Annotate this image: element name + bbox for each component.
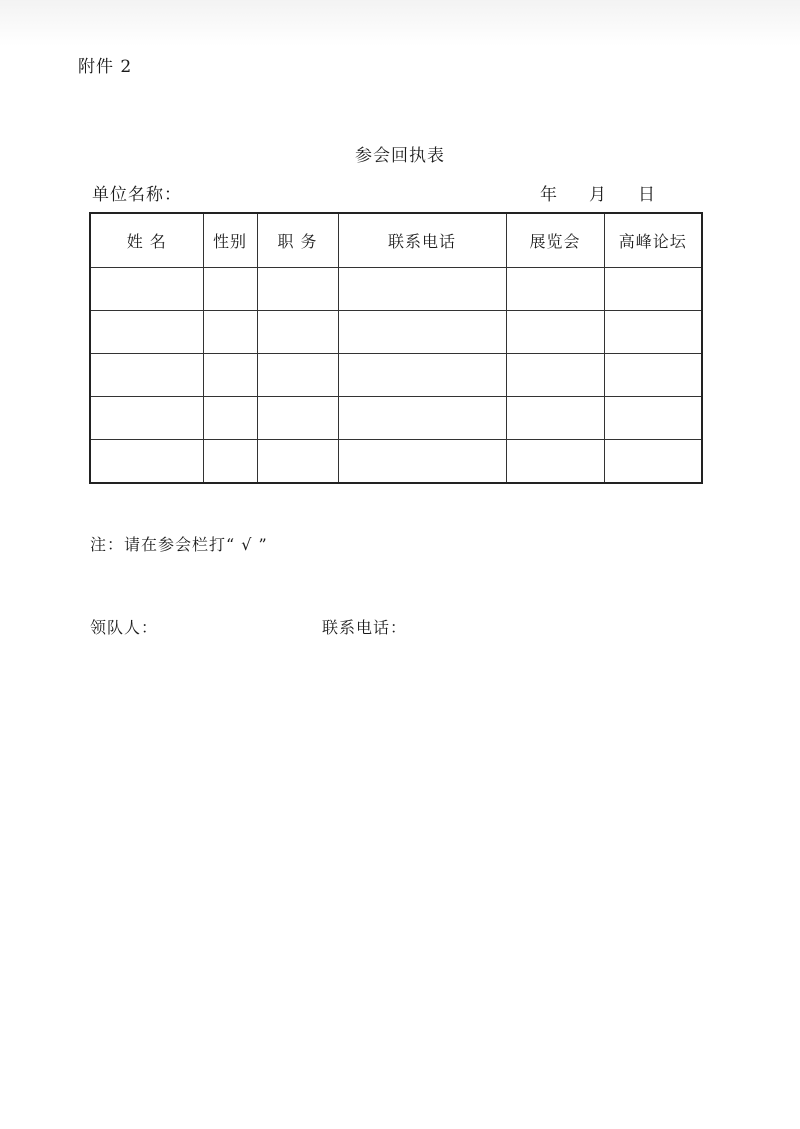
table-cell: [338, 354, 506, 397]
column-header-position: 职 务: [257, 213, 338, 268]
table-cell: [338, 397, 506, 440]
table-body: [90, 268, 702, 484]
unit-name-label: 单位名称：: [92, 185, 182, 205]
table-cell: [203, 354, 257, 397]
table-cell: [338, 268, 506, 311]
table-cell: [604, 397, 702, 440]
table-cell: [203, 440, 257, 484]
table-cell: [90, 354, 203, 397]
table-cell: [604, 311, 702, 354]
table-cell: [203, 397, 257, 440]
column-header-name: 姓 名: [90, 213, 203, 268]
scan-shadow: [0, 0, 800, 46]
table-cell: [257, 397, 338, 440]
table-cell: [506, 440, 604, 484]
table-cell: [604, 354, 702, 397]
table-cell: [90, 268, 203, 311]
table-row: [90, 440, 702, 484]
reply-table: [89, 212, 703, 484]
table-row: [90, 311, 702, 354]
day-label: 日: [638, 185, 655, 205]
table-cell: [203, 268, 257, 311]
column-header-exhibition: 展览会: [506, 213, 604, 268]
table-row: [90, 354, 702, 397]
column-header-summit-forum: 高峰论坛: [604, 213, 702, 268]
table-cell: [506, 397, 604, 440]
table-cell: [257, 311, 338, 354]
table-cell: [506, 268, 604, 311]
team-leader-label: 领队人：: [90, 618, 159, 637]
table-cell: [338, 311, 506, 354]
month-label: 月: [589, 185, 606, 205]
page-title: 参会回执表: [355, 146, 445, 166]
contact-phone-label: 联系电话：: [322, 618, 408, 637]
column-header-gender: 性别: [203, 213, 257, 268]
table-cell: [90, 311, 203, 354]
table-cell: [604, 440, 702, 484]
table-cell: [257, 440, 338, 484]
table-row: [90, 397, 702, 440]
table-row: [90, 268, 702, 311]
table-cell: [338, 440, 506, 484]
table-cell: [506, 311, 604, 354]
note-text: 注：请在参会栏打“ √ ”: [90, 535, 268, 554]
year-label: 年: [540, 185, 557, 205]
table-cell: [506, 354, 604, 397]
table-header-row: [90, 213, 702, 268]
table-cell: [90, 397, 203, 440]
attachment-label: 附件 2: [78, 57, 133, 77]
table-cell: [203, 311, 257, 354]
table-cell: [257, 354, 338, 397]
column-header-phone: 联系电话: [338, 213, 506, 268]
table-cell: [90, 440, 203, 484]
table-cell: [604, 268, 702, 311]
table-cell: [257, 268, 338, 311]
